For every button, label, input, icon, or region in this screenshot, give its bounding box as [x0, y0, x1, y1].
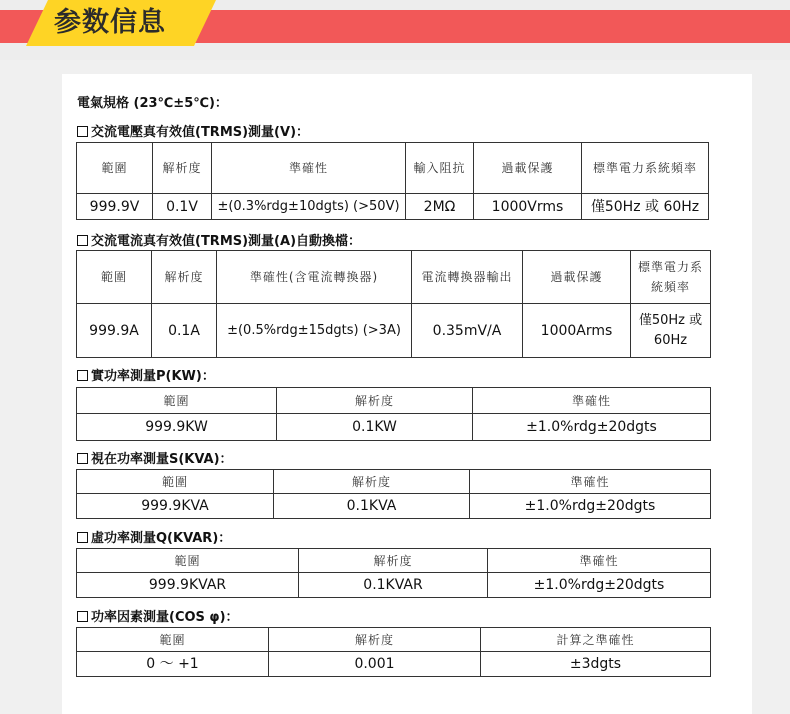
- section-title-active-power: [77, 365, 215, 384]
- checkbox-bullet-icon: [77, 532, 88, 543]
- value-cell-ct-output: 0.35mV/A: [412, 304, 523, 358]
- section-title-text: 交流電壓真有效值(TRMS)測量(V)：: [91, 125, 310, 140]
- value-cell-range: 999.9KVA: [77, 494, 274, 519]
- table-ac-current: [76, 250, 711, 358]
- value-cell-overload-protection: 1000Vrms: [474, 194, 582, 220]
- header-cell-overload-protection: 過載保護: [474, 143, 582, 194]
- header-cell-resolution: 解析度: [277, 388, 473, 414]
- value-cell-accuracy: ±(0.3%rdg±10dgts) (>50V): [212, 194, 406, 220]
- checkbox-bullet-icon: [77, 126, 88, 137]
- header-cell-resolution: 解析度: [152, 251, 217, 304]
- checkbox-bullet-icon: [77, 611, 88, 622]
- value-cell-range: 999.9KW: [77, 414, 277, 441]
- table-header-row: [77, 388, 711, 414]
- page-title: 参数信息: [54, 7, 166, 38]
- value-cell-resolution: 0.1A: [152, 304, 217, 358]
- header-cell-accuracy: 準確性: [473, 388, 711, 414]
- table-header-row: [77, 251, 711, 304]
- header-cell-resolution: 解析度: [153, 143, 212, 194]
- table-row: [77, 494, 711, 519]
- value-cell-resolution: 0.1KVA: [274, 494, 470, 519]
- header-cell-range: 範圍: [77, 143, 153, 194]
- header-cell-system-frequency: 標準電力系統頻率: [582, 143, 709, 194]
- value-cell-accuracy: ±(0.5%rdg±15dgts) (>3A): [217, 304, 412, 358]
- header-cell-accuracy: 準確性: [470, 470, 711, 494]
- table-ac-voltage: [76, 142, 709, 220]
- section-title-text: 功率因素測量(COS φ)：: [91, 610, 239, 625]
- table-row: [77, 652, 711, 677]
- value-cell-accuracy: ±1.0%rdg±20dgts: [473, 414, 711, 441]
- electrical-spec-heading: 電氣規格 (23℃±5℃)：: [77, 96, 228, 111]
- header-cell-overload-protection: 過載保護: [523, 251, 631, 304]
- header-cell-range: 範圍: [77, 470, 274, 494]
- table-apparent-power: [76, 469, 711, 519]
- table-row: [77, 304, 711, 358]
- value-cell-accuracy: ±1.0%rdg±20dgts: [488, 573, 711, 598]
- section-title-ac-current: [77, 230, 361, 249]
- section-title-text: 虛功率測量Q(KVAR)：: [91, 531, 232, 546]
- header-cell-input-impedance: 輸入阻抗: [406, 143, 474, 194]
- value-cell-overload-protection: 1000Arms: [523, 304, 631, 358]
- header-cell-accuracy: 準確性(含電流轉換器): [217, 251, 412, 304]
- section-title-text: 視在功率測量S(KVA)：: [91, 452, 233, 467]
- section-title-text: 交流電流真有效值(TRMS)測量(A)自動換檔：: [91, 234, 362, 249]
- value-cell-range: 999.9KVAR: [77, 573, 299, 598]
- section-title-apparent-power: [77, 448, 233, 467]
- value-cell-system-frequency: 僅50Hz 或 60Hz: [631, 304, 711, 358]
- header-cell-resolution: 解析度: [274, 470, 470, 494]
- header-cell-accuracy: 準確性: [212, 143, 406, 194]
- checkbox-bullet-icon: [77, 370, 88, 381]
- value-cell-range: 999.9A: [77, 304, 152, 358]
- header-cell-range: 範圍: [77, 628, 269, 652]
- section-title-text: 實功率測量P(KW)：: [91, 369, 215, 384]
- section-title-ac-voltage: [77, 121, 309, 140]
- value-cell-input-impedance: 2MΩ: [406, 194, 474, 220]
- checkbox-bullet-icon: [77, 453, 88, 464]
- value-cell-accuracy: ±1.0%rdg±20dgts: [470, 494, 711, 519]
- table-row: [77, 194, 709, 220]
- value-cell-resolution: 0.1V: [153, 194, 212, 220]
- section-title-power-factor: [77, 606, 239, 625]
- value-cell-resolution: 0.1KVAR: [299, 573, 488, 598]
- table-header-row: [77, 628, 711, 652]
- checkbox-bullet-icon: [77, 235, 88, 246]
- header-cell-system-frequency: 標準電力系統頻率: [631, 251, 711, 304]
- header-cell-range: 範圍: [77, 251, 152, 304]
- table-power-factor: [76, 627, 711, 677]
- header-cell-range: 範圍: [77, 549, 299, 573]
- header-cell-resolution: 解析度: [299, 549, 488, 573]
- table-row: [77, 414, 711, 441]
- table-header-row: [77, 470, 711, 494]
- header-cell-ct-output: 電流轉換器輸出: [412, 251, 523, 304]
- header-banner: [0, 0, 790, 60]
- value-cell-resolution: 0.1KW: [277, 414, 473, 441]
- header-cell-range: 範圍: [77, 388, 277, 414]
- header-cell-resolution: 解析度: [269, 628, 481, 652]
- table-reactive-power: [76, 548, 711, 598]
- header-cell-accuracy: 準確性: [488, 549, 711, 573]
- section-title-reactive-power: [77, 527, 231, 546]
- value-cell-range: 999.9V: [77, 194, 153, 220]
- header-cell-calculated-accuracy: 計算之準確性: [481, 628, 711, 652]
- table-header-row: [77, 143, 709, 194]
- value-cell-system-frequency: 僅50Hz 或 60Hz: [582, 194, 709, 220]
- value-cell-resolution: 0.001: [269, 652, 481, 677]
- table-active-power: [76, 387, 711, 441]
- table-header-row: [77, 549, 711, 573]
- value-cell-calculated-accuracy: ±3dgts: [481, 652, 711, 677]
- value-cell-range: 0 ～ +1: [77, 652, 269, 677]
- table-row: [77, 573, 711, 598]
